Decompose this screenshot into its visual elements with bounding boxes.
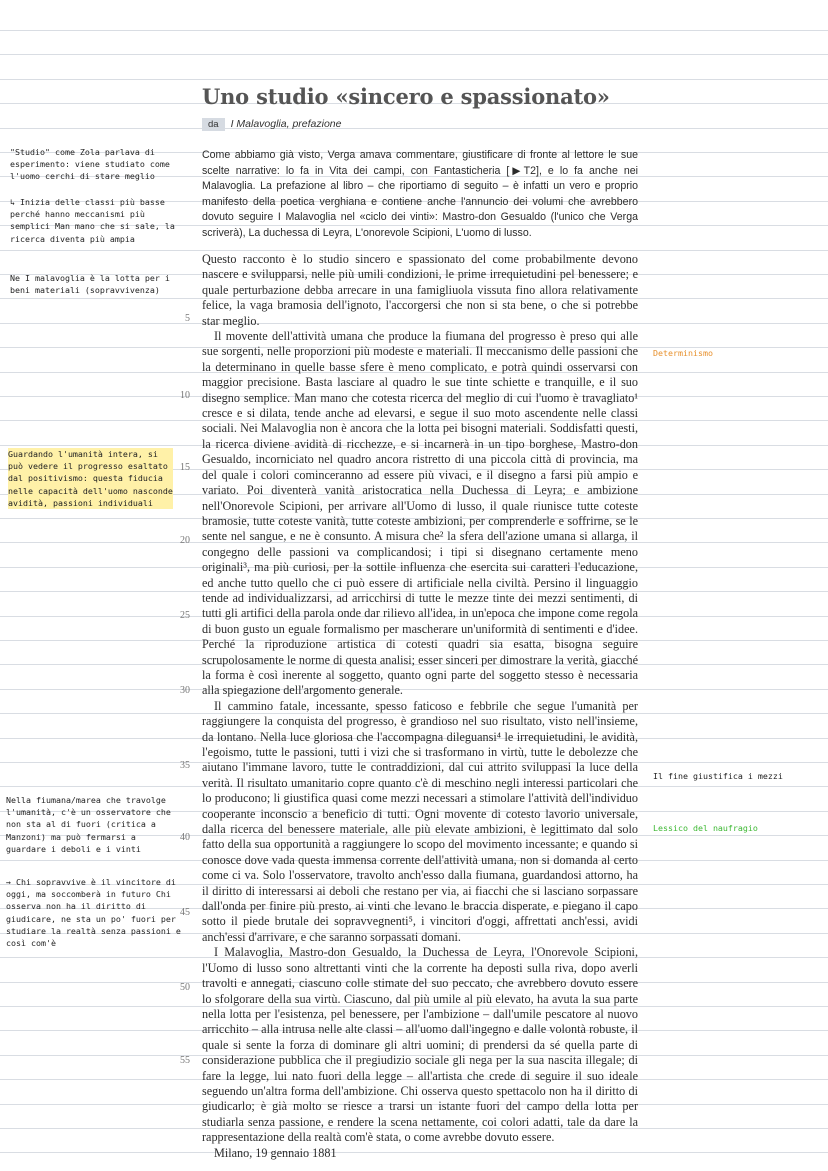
line-number: 55: [180, 1055, 190, 1066]
line-number: 15: [180, 462, 190, 473]
source-line: [202, 118, 341, 131]
margin-note-malavoglia: Ne I malavoglia è la lotta per i beni materiali (sopravvivenza): [10, 273, 170, 296]
margin-note-determinismo: Determinismo: [653, 348, 713, 358]
margin-note-fiumana: Nella fiumana/marea che travolge l'umanità, c'è un osservatore che non sta al di fuori (critica a Manzoni) ma può fermarsi a guardare i deboli e i vinti: [6, 795, 171, 854]
ruled-line: [0, 30, 828, 31]
ruled-line: [0, 79, 828, 80]
margin-note-naufragio: Lessico del naufragio: [653, 823, 758, 833]
line-number: 30: [180, 685, 190, 696]
ruled-line: [0, 250, 828, 251]
margin-note-fine-mezzi: Il fine giustifica i mezzi: [653, 771, 783, 781]
main-text: [202, 252, 638, 1161]
line-number: 35: [180, 760, 190, 771]
line-number: 20: [180, 535, 190, 546]
page-title: Uno studio «sincero e spassionato»: [202, 84, 610, 109]
line-number: 40: [180, 832, 190, 843]
ruled-line: [0, 54, 828, 55]
ruled-line: [0, 128, 828, 129]
signature: Milano, 19 gennaio 1881: [214, 1145, 337, 1160]
paragraph-2: Il movente dell'attività umana che produce la fiumana del progresso è preso qui alle sue sorgenti, nelle proporzioni più modeste e materiali. Il meccanismo delle passioni che la determinano in quelle basse sfere è meno complicato, e potrà quindi osservarsi con maggior precisione. Basta lasciare al quadro le sue tinte schiette e tranquille, e il suo disegno semplice. Man mano che cotesta ricerca del meglio di cui l'uomo è travagliato¹ cresce e si dilata, tende anche ad elevarsi, e segue il suo moto ascendente nelle classi sociali. Nei Malavoglia non è ancora che la lotta pei bisogni materiali. Soddisfatti questi, la ricerca diviene avidità di ricchezze, e si incarnerà in un tipo borghese, Mastro-don Gesualdo, incorniciato nel quadro ancora ristretto di una piccola città di provincia, ma del quale i colori cominceranno ad essere più vivaci, e il disegno a farsi più ampio e variato. Poi diventerà vanità aristocratica nella Duchessa di Leyra; e ambizione nell'Onorevole Scipioni, per arrivare all'Uomo di lusso, il quale riunisce tutte coteste bramosie, tutte coteste vanità, tutte coteste ambizioni, per comprenderle e soffrirne, se le sente nel sangue, e ne è consunto. A misura che² la sfera dell'azione umana si allarga, il congegno delle passioni va complicandosi; i tipi si disegnano certamente meno originali³, ma più curiosi, per la sottile influenza che esercita sui caratteri l'educazione, ed anche tutto quello che ci può essere di artificiale nella civiltà. Persino il linguaggio tende ad individualizzarsi, ad arricchirsi di tutte le mezze tinte dei mezzi sentimenti, di tutti gli artifici della parola onde dar rilievo all'idea, in un'epoca che impone come regola di buon gusto un eguale formalismo per mascherare un'uniformità di sentimenti e d'idee. Perché la riproduzione artistica di cotesti quadri sia esatta, bisogna seguire scrupolosamente le norme di questa analisi; esser sinceri per dimostrare la verità, giacché la forma è così inerente al soggetto, quanto ogni parte del soggetto stesso è necessaria alla spiegazione dell'argomento generale.: [202, 329, 638, 698]
margin-note-vincitore: → Chi sopravvive è il vincitore di oggi, ma soccomberà in futuro Chi osserva non ha il diritto di giudicare, ne sta un po' fuori per studiare la realtà senza passioni e così com'è: [6, 877, 181, 949]
paragraph-1: Questo racconto è lo studio sincero e spassionato del come probabilmente devono nascere e svilupparsi, nelle più umili condizioni, le prime irrequietudini pel benessere; e quale perturbazione debba arrecare in una famigliuola vissuta fino allora relativamente felice, la vaga bramosia dell'ignoto, l'accorgersi che non si sta bene, o che si potrebbe star meglio.: [202, 252, 638, 328]
paragraph-3: Il cammino fatale, incessante, spesso faticoso e febbrile che segue l'umanità per raggiungere la conquista del progresso, è grandioso nel suo risultato, visto nell'insieme, da lontano. Nella luce gloriosa che l'accompagna dileguansi⁴ le irrequietudini, le avidità, l'egoismo, tutte le passioni, tutti i vizi che si trasformano in virtù, tutte le debolezze che aiutano l'immane lavoro, tutte le contraddizioni, dal cui attrito sviluppasi la luce della verità. Il risultato umanitario copre quanto c'è di meschino negli interessi particolari che lo producono; li giustifica quasi come mezzi necessari a stimolare l'attività dell'individuo cooperante inconscio a beneficio di tutti. Ogni movente di cotesto lavorio universale, dalla ricerca del benessere materiale, alle più elevate ambizioni, è legittimato dal solo fatto della sua opportunità a raggiungere lo scopo del movimento incessante; e quando si conosce dove vada questa immensa corrente dell'attività umana, non si domanda al certo come ci va. Solo l'osservatore, travolto anch'esso dalla fiumana, guardandosi attorno, ha il diritto di interessarsi ai deboli che restano per via, ai fiacchi che si lasciano sorpassare dall'onda per finire più presto, ai vinti che levano le braccia disperate, e piegano il capo sotto il piede brutale dei sopravvegnenti⁵, i vincitori d'oggi, affrettati anch'essi, avidi anch'essi d'arrivare, e che saranno sorpassati domani.: [202, 698, 638, 944]
margin-note-studio: "Studio" come Zola parlava di esperimento: viene studiato come l'uomo cerchi di stare meglio: [10, 147, 170, 182]
line-number: 5: [185, 313, 190, 324]
source-text: I Malavoglia, prefazione: [230, 118, 342, 130]
margin-note-progresso: Guardando l'umanità intera, si può vedere il progresso esaltato dal positivismo: questa fiducia nelle capacità dell'uomo nasconde avidità, passioni individuali: [8, 449, 173, 508]
line-number: 50: [180, 982, 190, 993]
line-number: 25: [180, 610, 190, 621]
paragraph-4: I Malavoglia, Mastro-don Gesualdo, la Duchessa de Leyra, l'Onorevole Scipioni, l'Uomo di lusso sono altrettanti vinti che la corrente ha deposti sulla riva, dopo averli travolti e annegati, ciascuno colle stimate del suo peccato, che avrebbero dovuto essere lo sfolgorare della sua virtù. Ciascuno, dal più umile al più elevato, ha avuta la sua parte nella lotta per l'esistenza, pel benessere, per l'ambizione – dall'umile pescatore al nuovo arricchito – alla intrusa nelle alte classi – all'uomo dall'ingegno e dalle volontà robuste, il quale si sente la forza di dominare gli altri uomini; di prendersi da sé quella parte di considerazione pubblica che il pregiudizio sociale gli nega per la sua nascita illegale; di fare la legge, lui nato fuori della legge – all'artista che crede di seguire il suo ideale seguendo un'altra forma dell'ambizione. Chi osserva questo spettacolo non ha il diritto di giudicarlo; è già molto se riesce a trarsi un istante fuori del campo della lotta per studiarla senza passione, e rendere la scena nettamente, coi colori adatti, tale da dare la rappresentazione della realtà com'è stata, o come avrebbe dovuto essere.: [202, 945, 638, 1145]
intro-paragraph: Come abbiamo già visto, Verga amava commentare, giustificare di fronte al lettore le sue scelte narrative: lo fa in Vita dei campi, con Fantasticheria [▶T2], e lo fa anche nei Malavoglia. La prefazione al libro – che riportiamo di seguito – è infatti un vero e proprio manifesto della poetica verghiana e contiene anche l'annuncio dei volumi che avrebbero dovuto seguire I Malavoglia nel «ciclo dei vinti»: Mastro-don Gesualdo (l'unico che Verga scriverà), La duchessa di Leyra, L'onorevole Scipioni, L'uomo di lusso.: [202, 149, 638, 239]
line-number: 45: [180, 907, 190, 918]
margin-note-classi: ↳ Inizia delle classi più basse perché hanno meccanismi più semplici Man mano che si sale, la ricerca diventa più ampia: [10, 197, 175, 244]
line-number: 10: [180, 390, 190, 401]
source-tag: da: [202, 118, 225, 131]
